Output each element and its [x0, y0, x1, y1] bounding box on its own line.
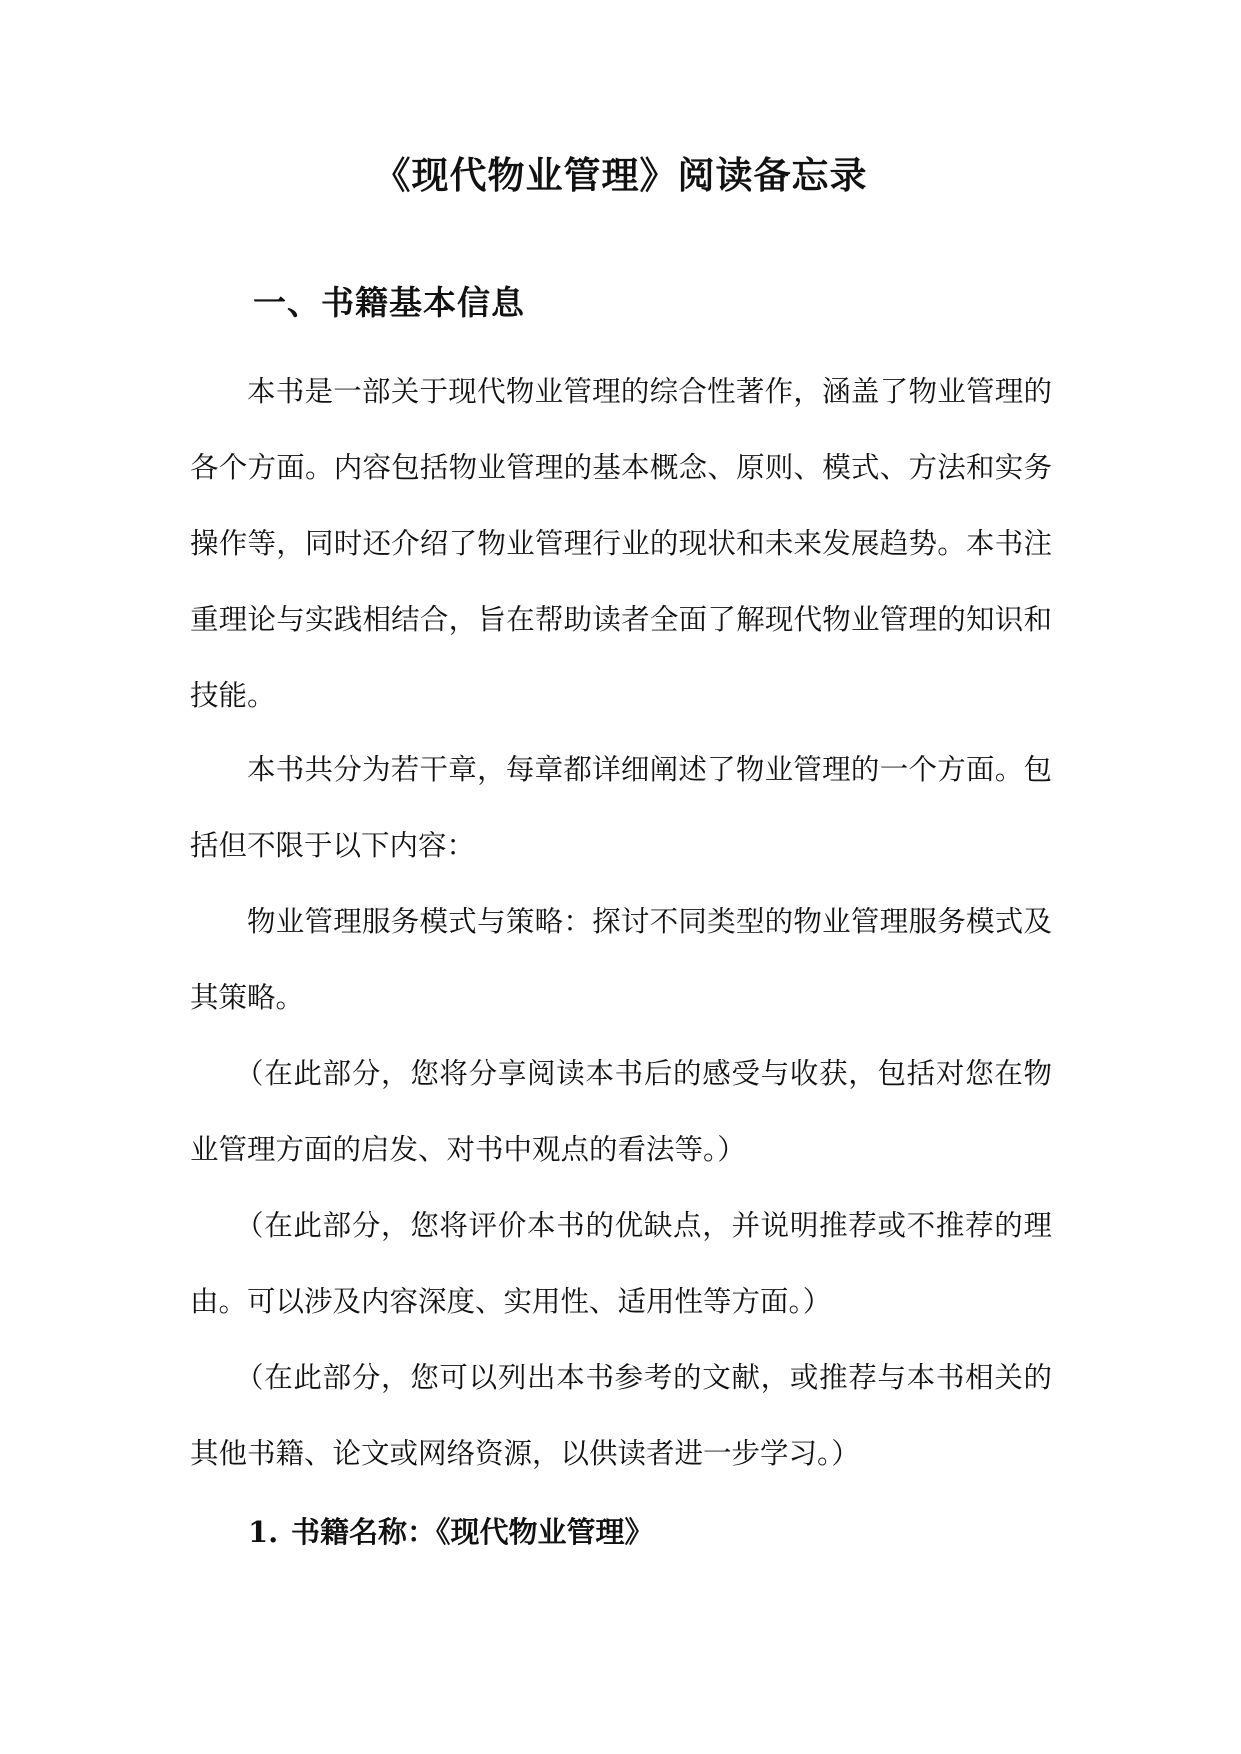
document-title: 《现代物业管理》阅读备忘录	[373, 153, 868, 197]
section-heading-book-info: 一、书籍基本信息	[253, 283, 525, 322]
list-item-text: 书籍名称：《现代物业管理》	[291, 1515, 654, 1549]
paragraph-reading-impressions: （在此部分，您将分享阅读本书后的感受与收获，包括对您在物业管理方面的启发、对书中观点的看法等。）	[190, 1057, 1052, 1166]
list-item-number: 1.	[248, 1515, 279, 1549]
paragraph-chapters-intro: 本书共分为若干章，每章都详细阐述了物业管理的一个方面。包括但不限于以下内容：	[190, 753, 1052, 862]
paragraph-book-overview: 本书是一部关于现代物业管理的综合性著作，涵盖了物业管理的各个方面。内容包括物业管理的基本概念、原则、模式、方法和实务操作等，同时还介绍了物业管理行业的现状和未来发展趋势。本书注重理论与实践相结合，旨在帮助读者全面了解现代物业管理的知识和技能。	[190, 375, 1052, 712]
paragraph-references: （在此部分，您可以列出本书参考的文献，或推荐与本书相关的其他书籍、论文或网络资源，以供读者进一步学习。）	[190, 1361, 1052, 1470]
paragraph-service-models: 物业管理服务模式与策略：探讨不同类型的物业管理服务模式及其策略。	[190, 905, 1052, 1014]
paragraph-book-evaluation: （在此部分，您将评价本书的优缺点，并说明推荐或不推荐的理由。可以涉及内容深度、实用性、适用性等方面。）	[190, 1209, 1052, 1318]
list-item-book-name	[248, 1502, 654, 1562]
